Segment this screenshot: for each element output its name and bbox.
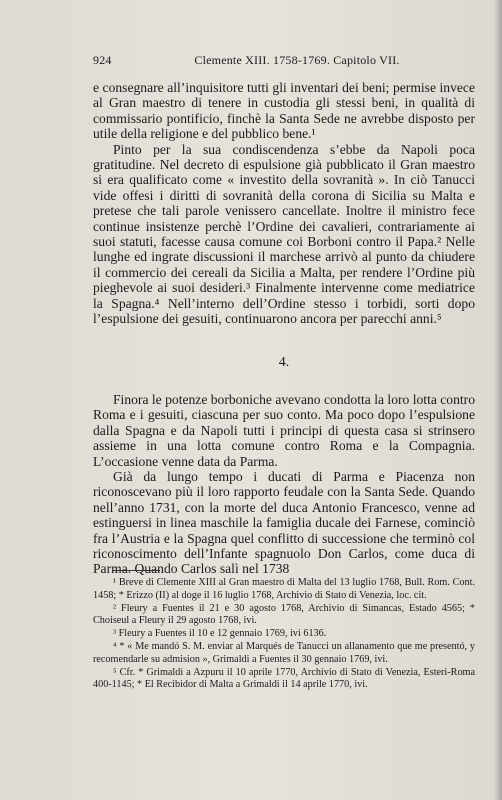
footnote: ⁴ * « Me mandó S. M. enviar al Marqués de Tanucci un allanamento que me presentó, y recomendarle su admision », Grimaldi a Fuentes il 30 gennaio 1769, ivi. [93,640,475,665]
section-number: 4. [278,355,290,370]
footnote: ⁵ Cfr. * Grimaldi a Azpuru il 10 aprile 1770, Archivio di Stato di Venezia, Esteri-Roma 400-1145; * El Recibidor di Malta a Grimaldi il 14 aprile 1770, ivi. [93,666,475,691]
section-text [93,392,475,577]
footnote: ¹ Breve di Clemente XIII al Gran maestro di Malta del 13 luglio 1768, Bull. Rom. Cont. 1458; * Erizzo (II) al doge il 16 luglio 1768, Archivio di Stato di Venezia, loc. cit. [93,577,475,601]
paragraph: Già da lungo tempo i ducati di Parma e Piacenza non riconoscevano più il loro rapporto feudale con la Santa Sede. Quando nell’anno 1731, con la morte del duca Antonio Francesco, venne ad estinguersi in linea maschile la famiglia ducale dei Farnese, cominciò fra l’Austria e la Spagna quel conflitto di successione che terminò col riconoscimento dell’Infante spagnuolo Don Carlos, come duca di Parma. Quando Carlos salì nel 1738 [93,469,475,577]
footnote-divider [112,570,160,571]
footnote: ² Fleury a Fuentes il 21 e 30 agosto 1768, Archivio di Simancas, Estado 4565; * Choiseul a Fleury il 29 agosto 1768, ivi. [93,602,475,627]
paragraph: Pinto per la sua condiscendenza s’ebbe da Napoli poca gratitudine. Nel decreto di espulsione già pubblicato il Gran maestro si era qualificato come « investito della sovranità ». In ciò Tanucci vide offesi i diritti di sovranità della corona di Sicilia su Malta e pretese che tali parole venissero cancellate. Inoltre il ministro fece continue insistenze perchè l’Ordine dei cavalieri, contrariamente ai suoi statuti, facesse causa comune coi Borboni contro il Papa.² Nelle lunghe ed ingrate discussioni il marchese arrivò al punto da chiudere il commercio dei cereali da Sicilia a Malta, per rendere l’Ordine più pieghevole ai suoi desideri.³ Finalmente intervenne come mediatrice la Spagna.⁴ Nell’interno dell’Ordine stesso i torbidi, sorti dopo l’espulsione dei gesuiti, continuarono ancora per parecchi anni.⁵ [93,141,475,327]
main-text [93,80,475,327]
footnotes [93,577,475,692]
paragraph: Finora le potenze borboniche avevano condotta la loro lotta contro Roma e i gesuiti, ciascuna per suo conto. Ma poco dopo l’espulsione dalla Spagna e da Napoli tutti i principi di questa casa si strinsero assieme in una lotta comune contro Roma e la Compagnia. L’occasione venne data da Parma. [93,392,475,469]
page-number: 924 [93,53,112,67]
footnote: ³ Fleury a Fuentes il 10 e 12 gennaio 1769, ivi 6136. [113,628,327,640]
paragraph: e consegnare all’inquisitore tutti gli inventari dei beni; permise invece al Gran maestro di tenere in custodia gli stessi beni, in qualità di commissario pontificio, finchè la Santa Sede ne avrebbe disposto per utile della religione e del pubblico bene.¹ [93,80,475,142]
running-title: Clemente XIII. 1758-1769. Capitolo VII. [194,53,400,67]
